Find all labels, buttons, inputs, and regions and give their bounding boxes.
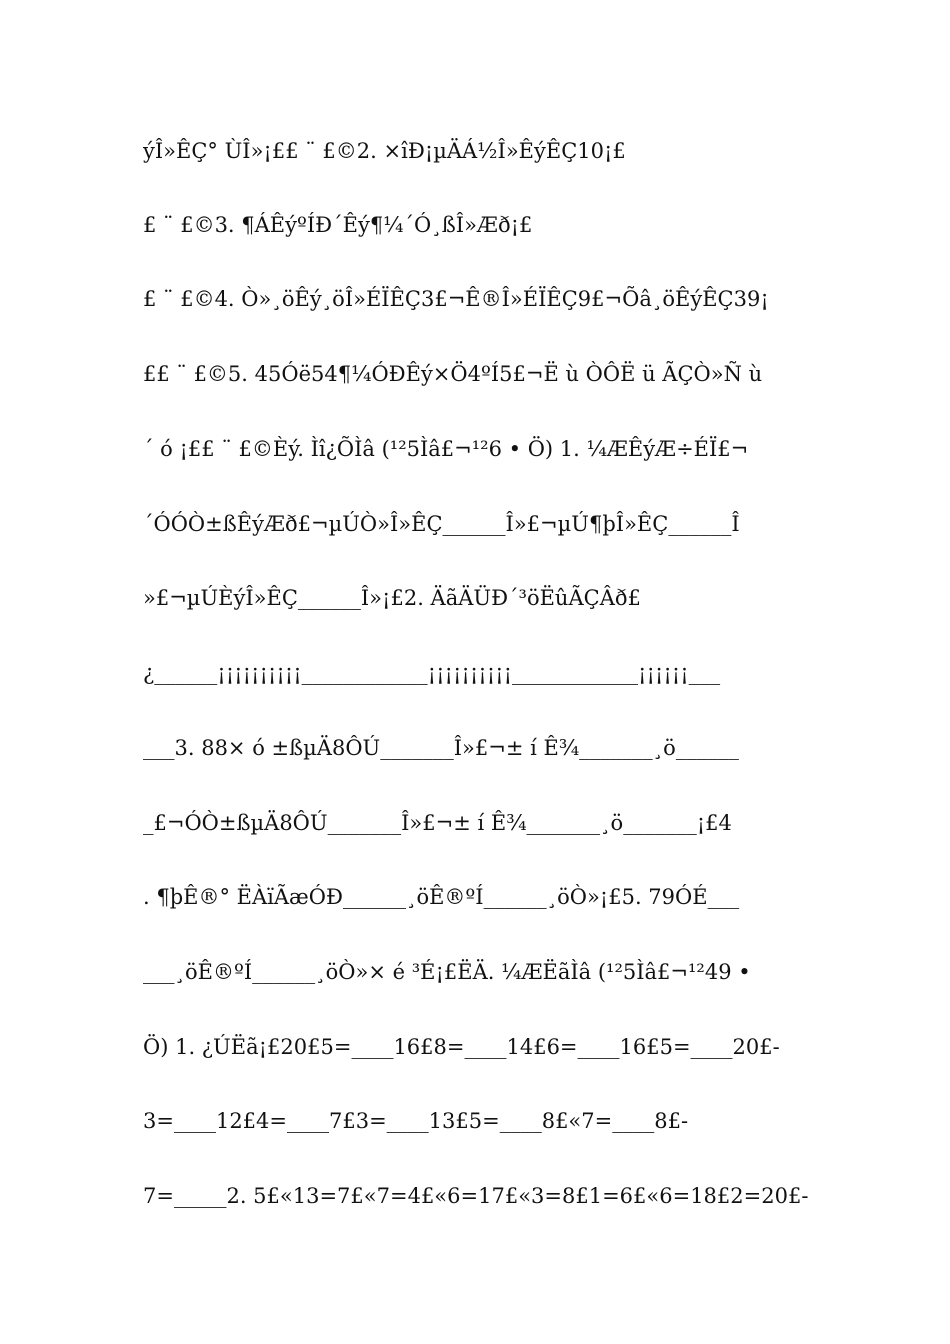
text-line: ¿______¡¡¡¡¡¡¡¡¡¡____________¡¡¡¡¡¡¡¡¡¡____________¡¡¡¡¡¡___ <box>143 661 721 685</box>
text-line: ýÎ»ÊÇ° ÙÎ»¡££ ¨ £©2. ×îÐ¡µÄÁ½Î»ÊýÊÇ10¡£ <box>143 139 626 163</box>
text-line: ´ ó ¡££ ¨ £©Èý. Ìî¿ÕÌâ (¹²5Ìâ£¬¹²6 • Ö) 1. ¼ÆÊýÆ÷ÉÏ£¬ <box>143 437 749 461</box>
text-line: ££ ¨ £©5. 45Óë54¶¼ÓÐÊý×Ö4ºÍ5£¬Ë ù ÒÔË ü ÃÇÒ»Ñ ù <box>143 362 763 386</box>
text-line: £ ¨ £©4. Ò»¸öÊý¸öÎ»ÉÏÊÇ3£¬Ê®Î»ÉÏÊÇ9£¬Õâ¸öÊýÊÇ39¡ <box>143 287 769 311</box>
text-line: 3=____12£4=____7£3=____13£5=____8£«7=____8£- <box>143 1109 689 1133</box>
text-line: . ¶þÊ®° ËÀïÃæÓÐ______¸öÊ®ºÍ______¸öÒ»¡£5. 79ÓÉ___ <box>143 885 740 909</box>
text-line: »£¬µÚÈýÎ»ÊÇ______Î»¡£2. ÄãÄÜÐ´³öËûÃÇÂð£ <box>143 586 641 610</box>
text-line: _£¬ÓÒ±ßµÄ8ÔÚ_______Î»£¬± í Ê¾_______¸ö_______¡£4 <box>143 811 732 835</box>
text-line: ___3. 88× ó ±ßµÄ8ÔÚ_______Î»£¬± í Ê¾_______¸ö______ <box>143 736 739 760</box>
text-line: 7=_____2. 5£«13=7£«7=4£«6=17£«3=8£1=6£«6=18£2=20£- <box>143 1184 808 1208</box>
text-line: ___¸öÊ®ºÍ______¸öÒ»× é ³É¡£ËÄ. ¼ÆËãÌâ (¹²5Ìâ£¬¹²49 • <box>143 960 751 984</box>
text-line: ´ÓÓÒ±ßÊýÆð£¬µÚÒ»Î»ÊÇ______Î»£¬µÚ¶þÎ»ÊÇ______Î <box>143 512 740 536</box>
text-line: £ ¨ £©3. ¶ÁÊýºÍÐ´Êý¶¼´Ó¸ßÎ»Æð¡£ <box>143 213 533 237</box>
text-line: Ö) 1. ¿ÚËã¡£20£5=____16£8=____14£6=____16£5=____20£- <box>143 1035 780 1059</box>
